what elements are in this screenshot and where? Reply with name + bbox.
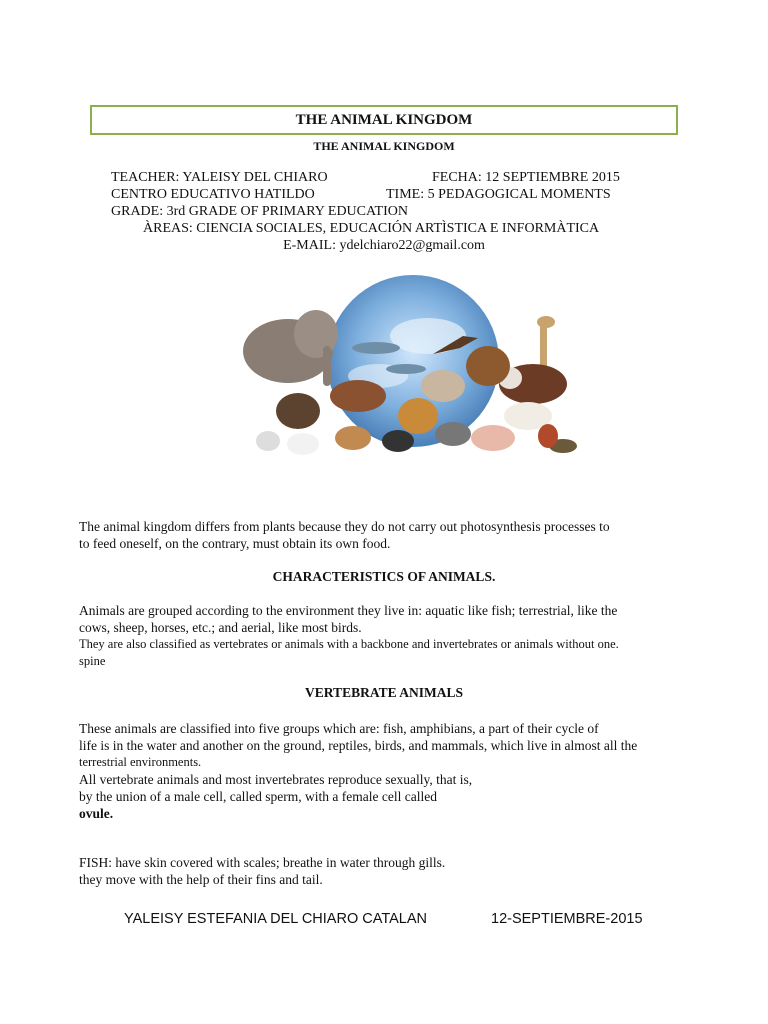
vertebrate-line: All vertebrate animals and most invertebrates reproduce sexually, that is, — [79, 772, 473, 787]
date-line: FECHA: 12 SEPTIEMBRE 2015 — [432, 170, 620, 185]
vertebrate-line: These animals are classified into five groups which are: fish, amphibians, a part of their cycle of — [79, 721, 599, 736]
characteristics-line: Animals are grouped according to the environment they live in: aquatic like fish; terrestrial, like the — [79, 603, 618, 618]
footer-date: 12-SEPTIEMBRE-2015 — [491, 911, 643, 927]
characteristics-line: spine — [79, 654, 106, 668]
intro-paragraph — [79, 518, 699, 552]
footer-author: YALEISY ESTEFANIA DEL CHIARO CATALAN — [124, 911, 427, 927]
time-line: TIME: 5 PEDAGOGICAL MOMENTS — [386, 187, 611, 202]
intro-line: The animal kingdom differs from plants because they do not carry out photosynthesis processes to — [79, 519, 610, 534]
characteristics-line: They are also classified as vertebrates or animals with a backbone and invertebrates or animals without one. — [79, 637, 619, 651]
heading-characteristics: CHARACTERISTICS OF ANIMALS. — [272, 569, 496, 584]
characteristics-line: cows, sheep, horses, etc.; and aerial, like most birds. — [79, 620, 362, 635]
school-line: CENTRO EDUCATIVO HATILDO — [111, 187, 315, 202]
grade-line: GRADE: 3rd GRADE OF PRIMARY EDUCATION — [111, 204, 408, 219]
vertebrate-line: life is in the water and another on the ground, reptiles, birds, and mammals, which live in almost all the — [79, 738, 638, 753]
document-title: THE ANIMAL KINGDOM — [295, 111, 473, 128]
title-box — [90, 105, 678, 135]
vertebrate-paragraph — [79, 720, 699, 822]
fish-line: they move with the help of their fins and tail. — [79, 872, 323, 887]
fish-paragraph — [79, 854, 699, 888]
animal-kingdom-illustration — [228, 266, 594, 468]
vertebrate-line: terrestrial environments. — [79, 755, 202, 769]
vertebrate-line: ovule. — [79, 806, 114, 821]
intro-line: to feed oneself, on the contrary, must obtain its own food. — [79, 536, 391, 551]
areas-line: ÀREAS: CIENCIA SOCIALES, EDUCACIÓN ARTÌSTICA E INFORMÀTICA — [143, 221, 600, 236]
teacher-line: TEACHER: YALEISY DEL CHIARO — [111, 170, 328, 185]
characteristics-paragraph — [79, 602, 699, 670]
vertebrate-line: by the union of a male cell, called sperm, with a female cell called — [79, 789, 437, 804]
fish-line: FISH: have skin covered with scales; breathe in water through gills. — [79, 855, 446, 870]
email-line: E-MAIL: ydelchiaro22@gmail.com — [283, 238, 485, 253]
document-subtitle: THE ANIMAL KINGDOM — [313, 139, 455, 153]
heading-vertebrate: VERTEBRATE ANIMALS — [305, 685, 463, 700]
